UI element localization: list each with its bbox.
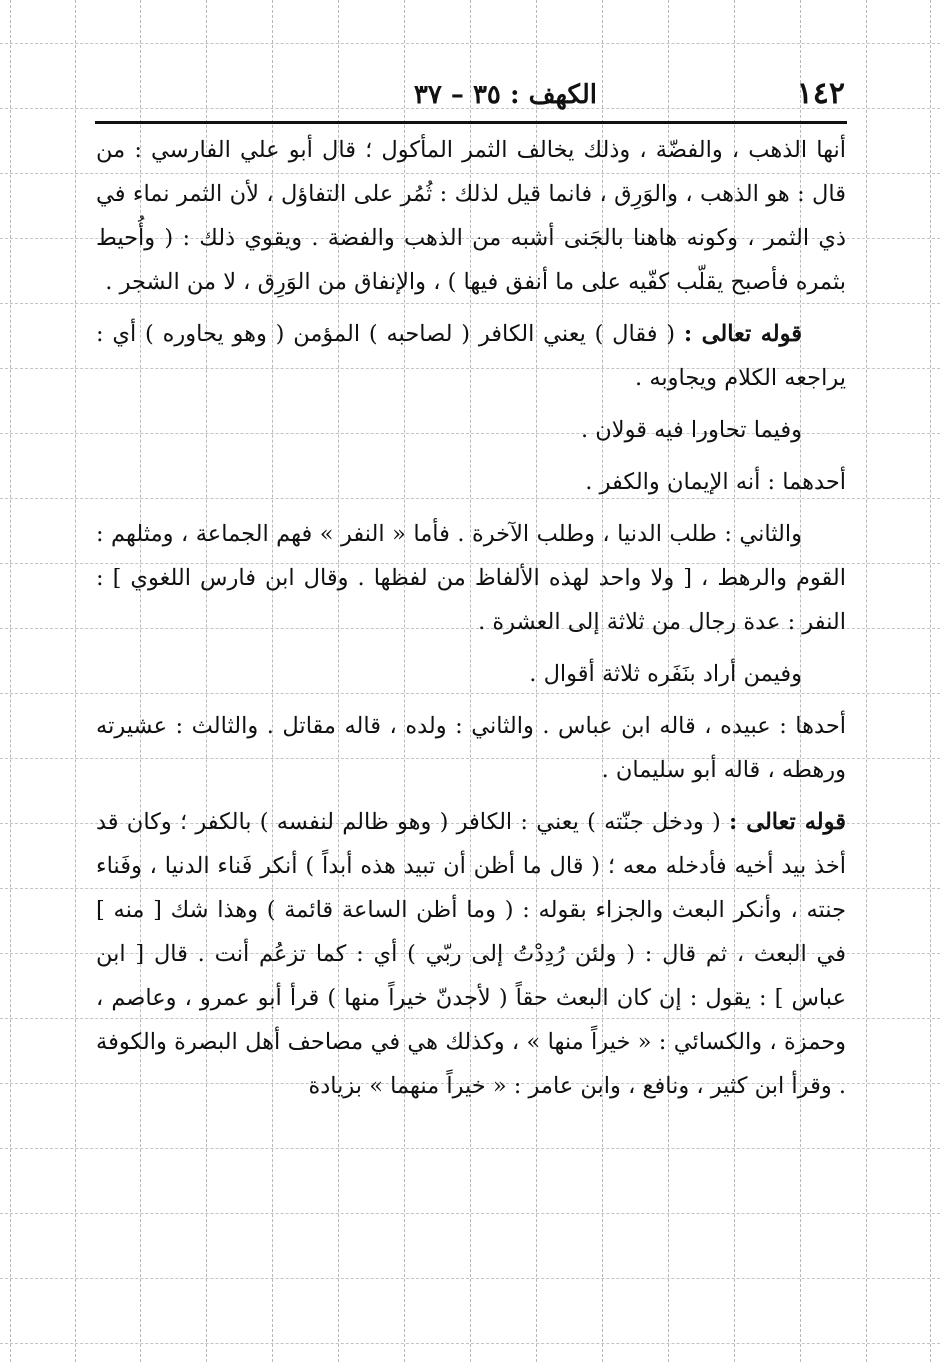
- scan-grid-line: [75, 0, 76, 1362]
- paragraph: [96, 408, 846, 452]
- paragraph-text: ( فقال ) يعني الكافر ( لصاحبه ) المؤمن ( وهو يحاوره ) أي : يراجعه الكلام ويجاوبه .: [96, 321, 846, 391]
- scan-grid-line: [0, 1343, 940, 1344]
- running-title: الكهف : ٣٥ – ٣٧: [413, 80, 597, 110]
- scan-grid-line: [0, 43, 940, 44]
- scan-grid-line: [930, 0, 931, 1362]
- paragraph: [96, 512, 846, 644]
- paragraph-text: وفيما تحاورا فيه قولان .: [580, 417, 802, 443]
- paragraph: [96, 128, 846, 304]
- scan-grid-line: [0, 1278, 940, 1279]
- paragraph-label: قوله تعالى :: [728, 809, 846, 835]
- paragraph-text: أحدها : عبيده ، قاله ابن عباس . والثاني : ولده ، قاله مقاتل . والثالث : عشيرته ورهطه ، قاله أبو سليمان .: [96, 713, 846, 783]
- scan-grid-line: [866, 0, 867, 1362]
- scan-grid-line: [10, 0, 11, 1362]
- paragraph-text: أنها الذهب ، والفضّة ، وذلك يخالف الثمر المأكول ؛ قال أبو علي الفارسي : من قال : هو الذهب ، والوَرِق ، فانما قيل لذلك : ثُمُر على التفاؤل ، لأن الثمر نماء في ذي الثمر ، وكونه هاهنا بالجَنى أشبه من الذهب والفضة . ويقوي ذلك : ( وأُحيط بثمره فأصبح يقلّب كفّيه على ما أنفق فيها ) ، والإنفاق من الوَرِق ، لا من الشجر .: [96, 137, 846, 295]
- page-header: [95, 74, 847, 118]
- scan-grid-line: [0, 1213, 940, 1214]
- paragraph-text: أحدهما : أنه الإيمان والكفر .: [585, 469, 846, 495]
- paragraph-label: قوله تعالى :: [683, 321, 803, 347]
- paragraph: [96, 652, 846, 696]
- paragraph-text: والثاني : طلب الدنيا ، وطلب الآخرة . فأما « النفر » فهم الجماعة ، ومثلهم : القوم والرهط ، [ ولا واحد لهذه الألفاظ من لفظها . وقال ابن فارس اللغوي ] : النفر : عدة رجال من ثلاثة إلى العشرة .: [96, 521, 846, 635]
- paragraph-text: ( ودخل جنّته ) يعني : الكافر ( وهو ظالم لنفسه ) بالكفر ؛ وكان قد أخذ بيد أخيه فأدخله معه ؛ ( قال ما أظن أن تبيد هذه أبداً ) أنكر فَناء الدنيا ، وفَناء جنته ، وأنكر البعث والجزاء بقوله : ( وما أظن الساعة قائمة ) وهذا شك [ منه ] في البعث ، ثم قال : ( ولئن رُدِدْتُ إلى ربّي ) أي : كما تزعُم أنت . قال [ ابن عباس ] : يقول : إن كان البعث حقاً ( لأجدنّ خيراً منها ) قرأ أبو عمرو ، وعاصم ، وحمزة ، والكسائي : « خيراً منها » ، وكذلك هي في مصاحف أهل البصرة والكوفة . وقرأ ابن كثير ، ونافع ، وابن عامر : « خيراً منهما » بزيادة: [96, 809, 846, 1099]
- paragraph: [96, 704, 846, 792]
- header-rule: [95, 121, 847, 124]
- body-text: [96, 128, 846, 1116]
- paragraph: [96, 312, 846, 400]
- page-number: ١٤٢: [796, 76, 845, 111]
- scan-grid-line: [0, 1148, 940, 1149]
- paragraph: [96, 460, 846, 504]
- paragraph: [96, 800, 846, 1108]
- paragraph-text: وفيمن أراد بنَفَره ثلاثة أقوال .: [529, 661, 802, 687]
